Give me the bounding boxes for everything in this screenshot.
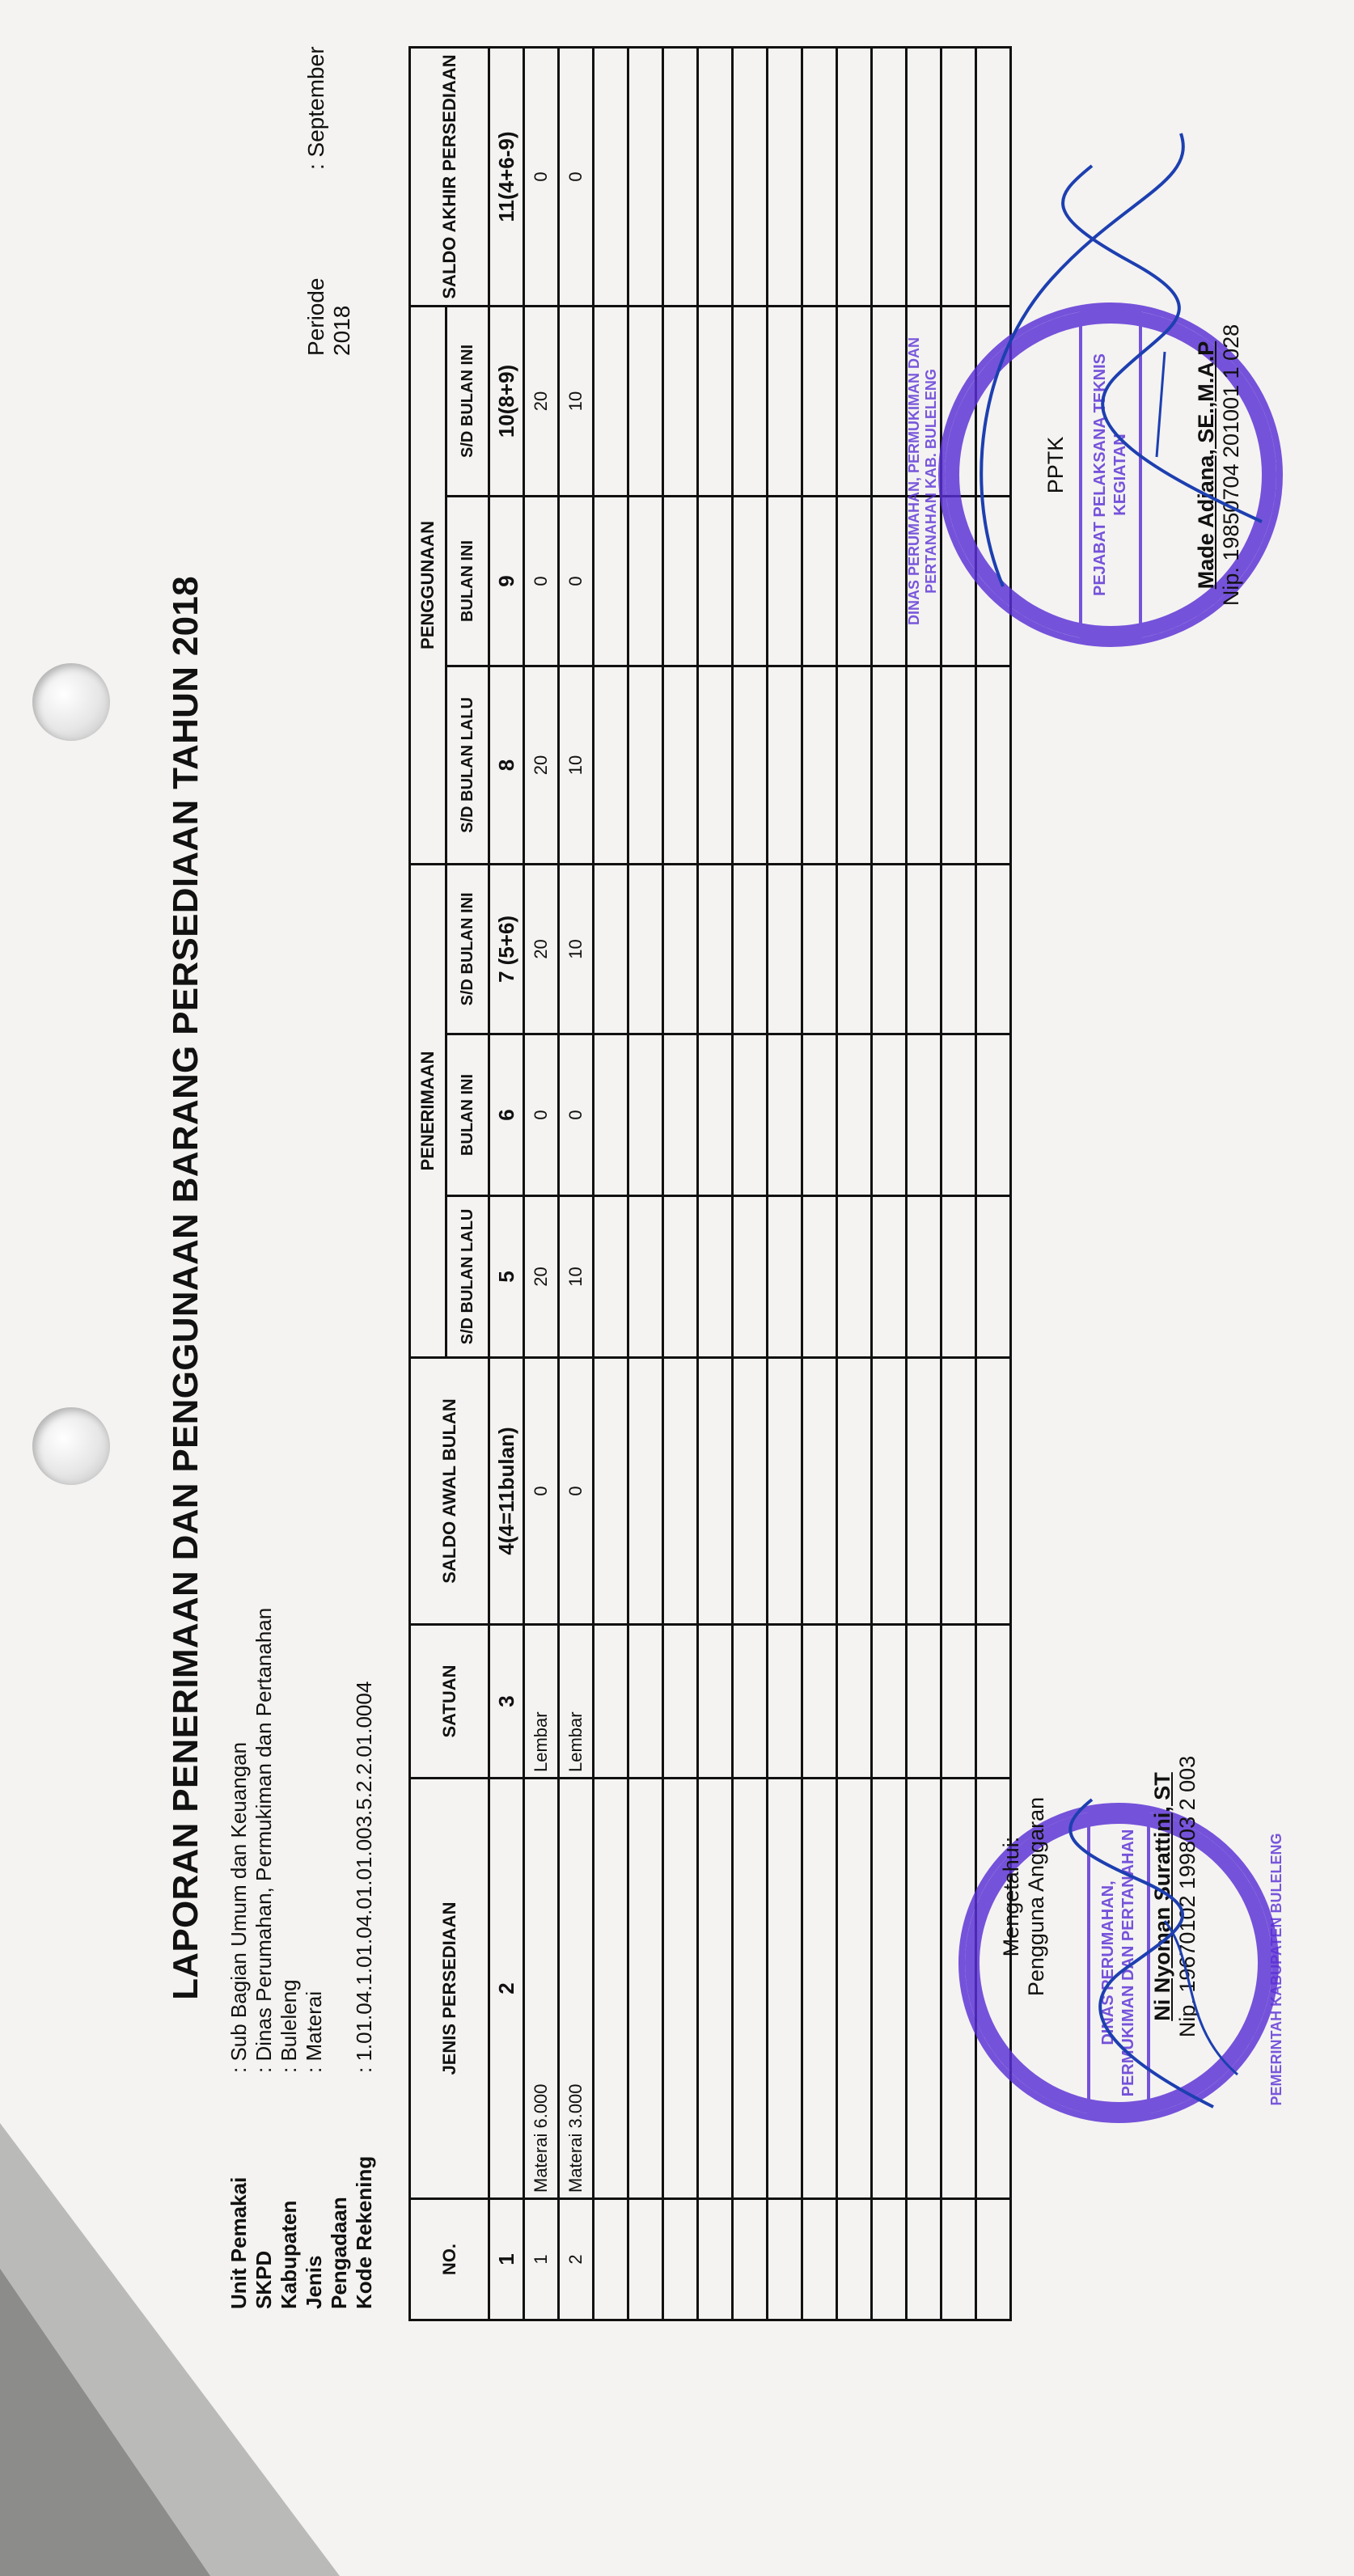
info-row-kabupaten: Kabupaten : Buleleng [277, 1979, 301, 2309]
handwritten-signature-right [954, 117, 1294, 619]
table-row-empty [872, 47, 907, 2320]
info-row-jenis: Jenis Pengadaan : Materai [302, 1990, 351, 2309]
signature-left-line2: Pengguna Anggaran [1024, 1796, 1048, 1997]
cell-penerimaan-sd-lalu: 20 [524, 1196, 559, 1358]
cell-penerimaan-sd-ini: 20 [524, 864, 559, 1034]
colnum-cell: 6 [489, 1034, 524, 1196]
colnum-cell: 4(4=11bulan) [489, 1358, 524, 1625]
info-row-skpd: SKPD : Dinas Perumahan, Permukiman dan Pertanahan [252, 1607, 276, 2309]
table-row-empty [802, 47, 837, 2320]
cell-penggunaan-sd-lalu: 20 [524, 666, 559, 864]
stamp-left-ring-text: PEMERINTAH KABUPATEN BULELENG [1268, 1833, 1284, 2106]
cell-saldo-akhir: 0 [559, 47, 594, 306]
colnum-cell: 3 [489, 1625, 524, 1779]
table-row-empty [698, 47, 733, 2320]
cell-saldo-awal: 0 [524, 1358, 559, 1625]
column-number-row [489, 47, 524, 2320]
signature-right-nip: Nip. 19850704 201001 1 028 [1219, 324, 1243, 607]
colnum-cell: 2 [489, 1779, 524, 2199]
cell-saldo-akhir: 0 [524, 47, 559, 306]
header-satuan: SATUAN [410, 1625, 489, 1779]
info-row-unit: Unit Pemakai : Sub Bagian Umum dan Keuangan [226, 1741, 251, 2309]
cell-penggunaan-bulan-ini: 0 [559, 496, 594, 666]
header-penggunaan-bulan-ini: BULAN INI [446, 496, 489, 666]
colnum-cell: 11(4+6-9) [489, 47, 524, 306]
table-row-empty [663, 47, 698, 2320]
table-row-empty [733, 47, 768, 2320]
cell-penerimaan-bulan-ini: 0 [524, 1034, 559, 1196]
cell-penggunaan-sd-lalu: 10 [559, 666, 594, 864]
signature-left-line1: Mengetahui: [999, 1836, 1023, 1957]
cell-jenis: Materai 6.000 [524, 1779, 559, 2199]
table-row [524, 47, 559, 2320]
period-label: Periode [303, 277, 328, 356]
cell-saldo-awal: 0 [559, 1358, 594, 1625]
signature-right-line1: PPTK [1043, 436, 1068, 494]
cell-no: 1 [524, 2199, 559, 2320]
header-penerimaan-sd-lalu: S/D BULAN LALU [446, 1196, 489, 1358]
colnum-cell: 10(8+9) [489, 306, 524, 496]
stamp-right-ring-text: DINAS PERUMAHAN, PERMUKIMAN DAN PERTANAHAN KAB. BULELENG [906, 337, 939, 626]
info-row-kode: Kode Rekening : 1.01.04.1.01.04.01.01.003.5.2.2.01.0004 [352, 1681, 376, 2309]
report-period [303, 0, 355, 356]
header-penggunaan: PENGGUNAAN [410, 306, 446, 864]
stamp-left-center: DINAS PERUMAHAN, PERMUKIMAN DAN PERTANAHAN [1087, 1809, 1150, 2117]
header-no: NO. [410, 2199, 489, 2320]
table-row-empty [628, 47, 663, 2320]
table-row-empty [594, 47, 628, 2320]
table-row-empty [837, 47, 872, 2320]
table-row-empty [768, 47, 802, 2320]
header-saldo-awal: SALDO AWAL BULAN [410, 1358, 489, 1625]
cell-penggunaan-sd-ini: 20 [524, 306, 559, 496]
signature-left-nip: Nip. 19670102 199803 2 003 [1175, 1755, 1200, 2038]
colnum-cell: 7 (5+6) [489, 864, 524, 1034]
header-penggunaan-sd-ini: S/D BULAN INI [446, 306, 489, 496]
cell-penerimaan-sd-lalu: 10 [559, 1196, 594, 1358]
cell-jenis: Materai 3.000 [559, 1779, 594, 2199]
colnum-cell: 5 [489, 1196, 524, 1358]
cell-penerimaan-sd-ini: 10 [559, 864, 594, 1034]
report-title: LAPORAN PENERIMAAN DAN PENGGUNAAN BARANG PERSEDIAAN TAHUN 2018 [166, 576, 205, 2000]
cell-satuan: Lembar [524, 1625, 559, 1779]
cell-penggunaan-bulan-ini: 0 [524, 496, 559, 666]
signature-right-name: Made Adiana, SE.,M.A.P [1194, 341, 1218, 590]
colnum-cell: 9 [489, 496, 524, 666]
header-saldo-akhir: SALDO AKHIR PERSEDIAAN [410, 47, 489, 306]
signature-left-name: Ni Nyoman Surattini, ST [1150, 1772, 1174, 2021]
table-row [559, 47, 594, 2320]
report-info [226, 1608, 377, 2309]
stamp-right-center: PEJABAT PELAKSANA TEKNIS KEGIATAN [1079, 309, 1142, 641]
handwritten-signature-left [1019, 1783, 1262, 2123]
header-jenis: JENIS PERSEDIAAN [410, 1779, 489, 2199]
colnum-cell: 8 [489, 666, 524, 864]
cell-no: 2 [559, 2199, 594, 2320]
cell-penggunaan-sd-ini: 10 [559, 306, 594, 496]
header-penggunaan-sd-lalu: S/D BULAN LALU [446, 666, 489, 864]
colnum-cell: 1 [489, 2199, 524, 2320]
header-penerimaan: PENERIMAAN [410, 864, 446, 1357]
header-penerimaan-bulan-ini: BULAN INI [446, 1034, 489, 1196]
cell-satuan: Lembar [559, 1625, 594, 1779]
cell-penerimaan-bulan-ini: 0 [559, 1034, 594, 1196]
period-value: : September 2018 [303, 46, 354, 356]
header-penerimaan-sd-ini: S/D BULAN INI [446, 864, 489, 1034]
